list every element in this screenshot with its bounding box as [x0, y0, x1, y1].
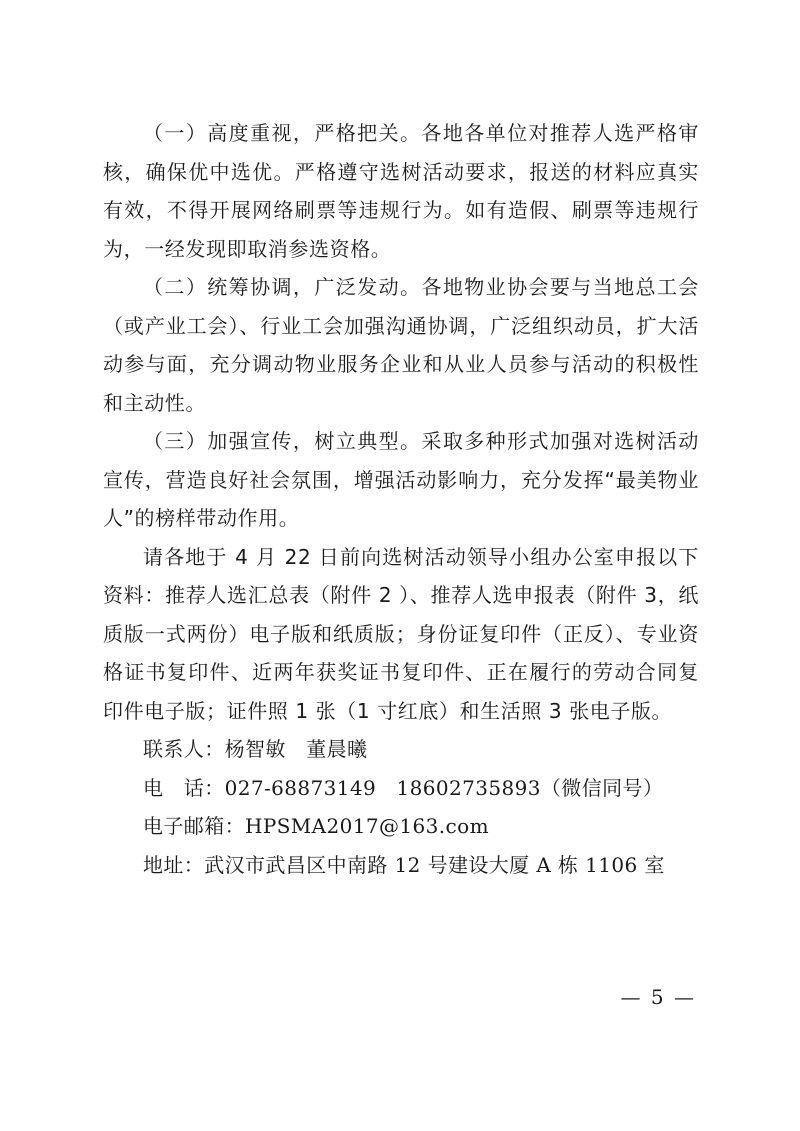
- paragraph-2: [103, 268, 699, 422]
- paragraph-3-body: 采取多种形式加强对选树活动宣传，营造良好社会氛围，增强活动影响力，充分发挥“最美物业人”的榜样带动作用。: [103, 429, 699, 530]
- paragraph-3-heading: （三）加强宣传，树立典型。: [143, 429, 422, 453]
- contact-phone: [103, 769, 699, 808]
- paragraph-1-body: 各地各单位对推荐人选严格审核，确保优中选优。严格遵守选树活动要求，报送的材料应真实有效，不得开展网络刷票等违规行为。如有造假、刷票等违规行为，一经发现即取消参选资格。: [103, 121, 699, 261]
- contact-email-label: 电子邮箱：: [143, 814, 245, 838]
- contact-address: [103, 846, 699, 885]
- paragraph-4: [103, 538, 699, 731]
- page-number: — 5 —: [620, 985, 696, 1009]
- contact-email: [103, 807, 699, 846]
- contact-address-value: 武汉市武昌区中南路 12 号建设大厦 A 栋 1106 室: [204, 852, 665, 877]
- contact-address-label: 地址：: [143, 852, 205, 877]
- contact-people-value: 杨智敏 董晨曦: [224, 737, 368, 761]
- document-page: [103, 114, 699, 884]
- paragraph-4-body: 请各地于 4 月 22 日前向选树活动领导小组办公室申报以下资料：推荐人选汇总表（附件 2 ）、推荐人选申报表（附件 3，纸质版一式两份）电子版和纸质版；身份证复印件（正反）、专业资格证书复印件、近两年获奖证书复印件、正在履行的劳动合同复印件电子版；证件照 1 张（1 寸红底）和生活照 3 张电子版。: [103, 544, 699, 723]
- paragraph-1: [103, 114, 699, 268]
- paragraph-1-heading: （一）高度重视，严格把关。: [143, 121, 422, 145]
- paragraph-2-body: 各地物业协会要与当地总工会（或产业工会）、行业工会加强沟通协调，广泛组织动员，扩大活动参与面，充分调动物业服务企业和从业人员参与活动的积极性和主动性。: [103, 275, 699, 415]
- contact-email-value: HPSMA2017@163.com: [245, 814, 489, 838]
- paragraph-3: [103, 422, 699, 538]
- contact-people: [103, 730, 699, 769]
- paragraph-2-heading: （二）统筹协调，广泛发动。: [143, 275, 422, 299]
- contact-people-label: 联系人：: [143, 737, 225, 761]
- contact-phone-label: 电 话：: [143, 775, 225, 800]
- contact-phone-value: 027-68873149 18602735893（微信同号）: [224, 775, 664, 800]
